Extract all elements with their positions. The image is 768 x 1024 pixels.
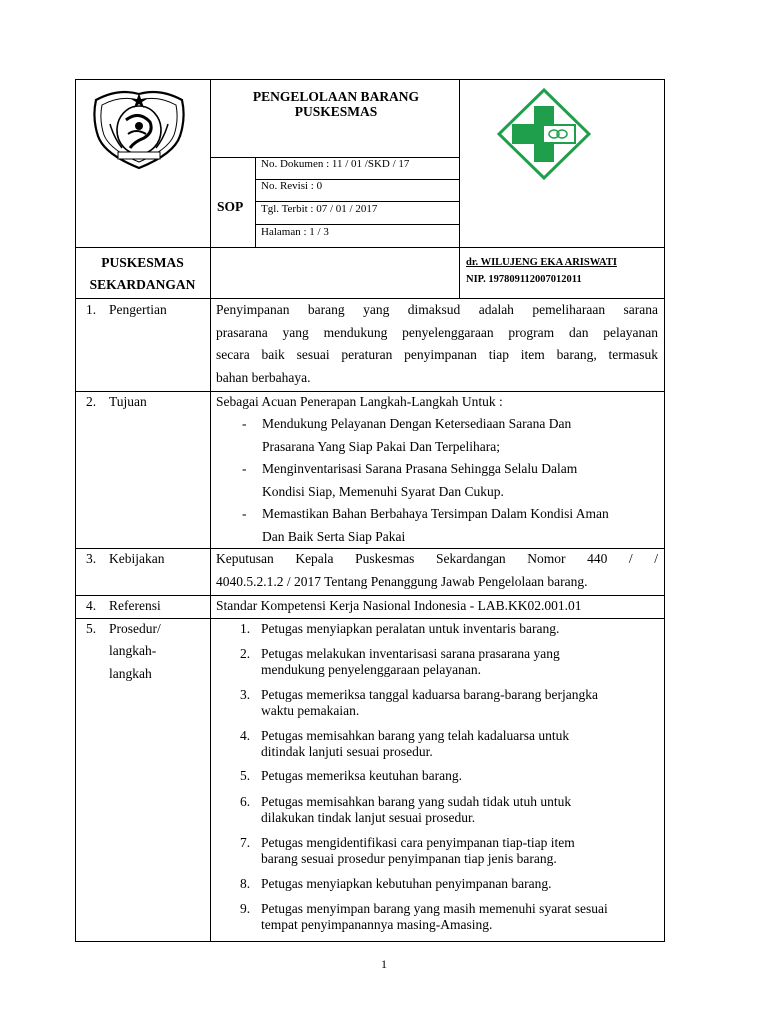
step-number: 5. [240,768,251,783]
section-label: Referensi [109,598,161,613]
pengertian-line-3: secara baik sesuai peraturan penyimpanan tiap item barang, termasuk [216,347,658,362]
tujuan-intro: Sebagai Acuan Penerapan Langkah-Langkah Untuk : [216,394,503,409]
tujuan-item-line-1: Mendukung Pelayanan Dengan Ketersediaan Sarana Dan [262,416,572,431]
step-number: 6. [240,794,251,809]
page-info: Halaman : 1 / 3 [261,226,329,238]
pengertian-line-4: bahan berbahaya. [216,369,311,385]
prosedur-label-line-2: langkah- [109,643,157,658]
document-title [212,89,460,119]
kebijakan-line-1: Keputusan Kepala Puskesmas Sekardangan Nomor 440 / / [216,551,658,566]
section-number: 5. [86,621,97,636]
prosedur-label-line-3: langkah [109,666,152,681]
header-h-3 [255,201,460,202]
prosedur-step [240,901,655,933]
tujuan-item-line-1: Memastikan Bahan Berbahaya Tersimpan Dalam Kondisi Aman [262,506,609,521]
sidoarjo-emblem-icon [88,88,190,172]
label-prosedur [86,618,161,641]
section-number: 2. [86,394,97,409]
border-top [75,79,665,80]
step-number: 2. [240,646,251,661]
prosedur-step [240,876,655,892]
section-number: 3. [86,551,97,566]
pengertian-text [216,299,658,389]
body-col-sep [210,298,211,942]
step-line-1: Petugas memeriksa keutuhan barang. [261,768,462,783]
tujuan-item [242,458,662,503]
kebijakan-line-2: 4040.5.2.1.2 / 2017 Tentang Penanggung Jawab Pengelolaan barang. [216,573,588,589]
label-tujuan [86,391,147,414]
step-line-1: Petugas menyiapkan kebutuhan penyimpanan barang. [261,876,552,891]
step-number: 7. [240,835,251,850]
label-pengertian [86,299,167,322]
header-h-5 [75,247,665,248]
step-number: 3. [240,687,251,702]
tujuan-item-line-2: Prasarana Yang Siap Pakai Dan Terpelihara; [262,438,500,454]
border-right [664,79,665,942]
tujuan-item-line-1: Menginventarisasi Sarana Prasana Sehingga Selalu Dalam [262,461,578,476]
step-line-2: waktu pemakaian. [261,703,360,718]
sop-label: SOP [217,199,244,214]
row-sep-4 [75,618,665,619]
prosedur-step [240,728,655,760]
tujuan-item-line-2: Kondisi Siap, Memenuhi Syarat Dan Cukup. [262,483,504,499]
section-label: Prosedur/ [109,621,161,636]
prosedur-step [240,687,655,719]
section-label: Pengertian [109,302,167,317]
step-line-1: Petugas mengidentifikasi cara penyimpanan tiap-tiap item [261,835,575,850]
step-line-1: Petugas memisahkan barang yang sudah tidak utuh untuk [261,794,572,809]
sop-col-sep [255,157,256,247]
kebijakan-text [216,548,658,593]
step-line-1: Petugas menyiapkan peralatan untuk inventaris barang. [261,621,560,636]
pengertian-line-1: Penyimpanan barang yang dimaksud adalah pemeliharaan sarana [216,302,658,317]
pengertian-line-2: prasarana yang mendukung penyelenggaraan program dan pelayanan [216,324,658,340]
issue-date: Tgl. Terbit : 07 / 01 / 2017 [261,203,378,215]
border-left [75,79,76,942]
step-line-2: dilakukan tindak lanjut sesuai prosedur. [261,810,476,825]
step-line-1: Petugas memeriksa tanggal kaduarsa barang-barang berjangka [261,687,598,702]
org-line-2: SEKARDANGAN [89,277,196,292]
prosedur-step [240,621,655,637]
step-number: 8. [240,876,251,891]
section-label: Kebijakan [109,551,165,566]
signer-name: dr. WILUJENG EKA ARISWATI [466,257,617,268]
step-line-1: Petugas melakukan inventarisasi sarana prasarana yang [261,646,560,661]
step-number: 1. [240,621,251,636]
step-number: 9. [240,901,251,916]
dash-bullet: - [242,461,247,476]
referensi-text: Standar Kompetensi Kerja Nasional Indonesia - LAB.KK02.001.01 [216,598,582,613]
header-h-4 [255,224,460,225]
border-bottom [75,941,665,942]
step-number: 4. [240,728,251,743]
step-line-1: Petugas menyimpan barang yang masih memenuhi syarat sesuai [261,901,608,916]
section-number: 1. [86,302,97,317]
step-line-2: tempat penyimpanannya masing-Amasing. [261,917,493,932]
title-line-1: PENGELOLAAN BARANG [252,89,420,104]
step-line-2: barang sesuai prosedur penyimpanan tiap jenis barang. [261,851,557,866]
dash-bullet: - [242,416,247,431]
doc-number: No. Dokumen : 11 / 01 /SKD / 17 [261,158,410,170]
header-col-sep-1 [210,79,211,298]
prosedur-step [240,794,655,826]
org-line-1: PUSKESMAS [101,255,184,270]
prosedur-step [240,835,655,867]
revision-number: No. Revisi : 0 [261,180,323,192]
section-number: 4. [86,598,97,613]
dash-bullet: - [242,506,247,521]
section-label: Tujuan [109,394,147,409]
step-line-2: ditindak lanjuti sesuai prosedur. [261,744,433,759]
tujuan-item [242,413,662,458]
signer-nip: NIP. 197809112007012011 [466,274,582,285]
title-line-2: PUSKESMAS [294,104,378,119]
step-line-1: Petugas memisahkan barang yang telah kadaluarsa untuk [261,728,570,743]
tujuan-item-line-2: Dan Baik Serta Siap Pakai [262,528,406,544]
prosedur-step [240,646,655,678]
label-referensi [86,595,161,618]
organization-name [75,252,210,296]
step-line-2: mendukung penyelenggaraan pelayanan. [261,662,482,677]
label-kebijakan [86,548,164,571]
tujuan-item [242,503,662,548]
page-number: 1 [381,957,387,971]
prosedur-step [240,768,655,784]
puskesmas-logo-icon [497,88,591,180]
